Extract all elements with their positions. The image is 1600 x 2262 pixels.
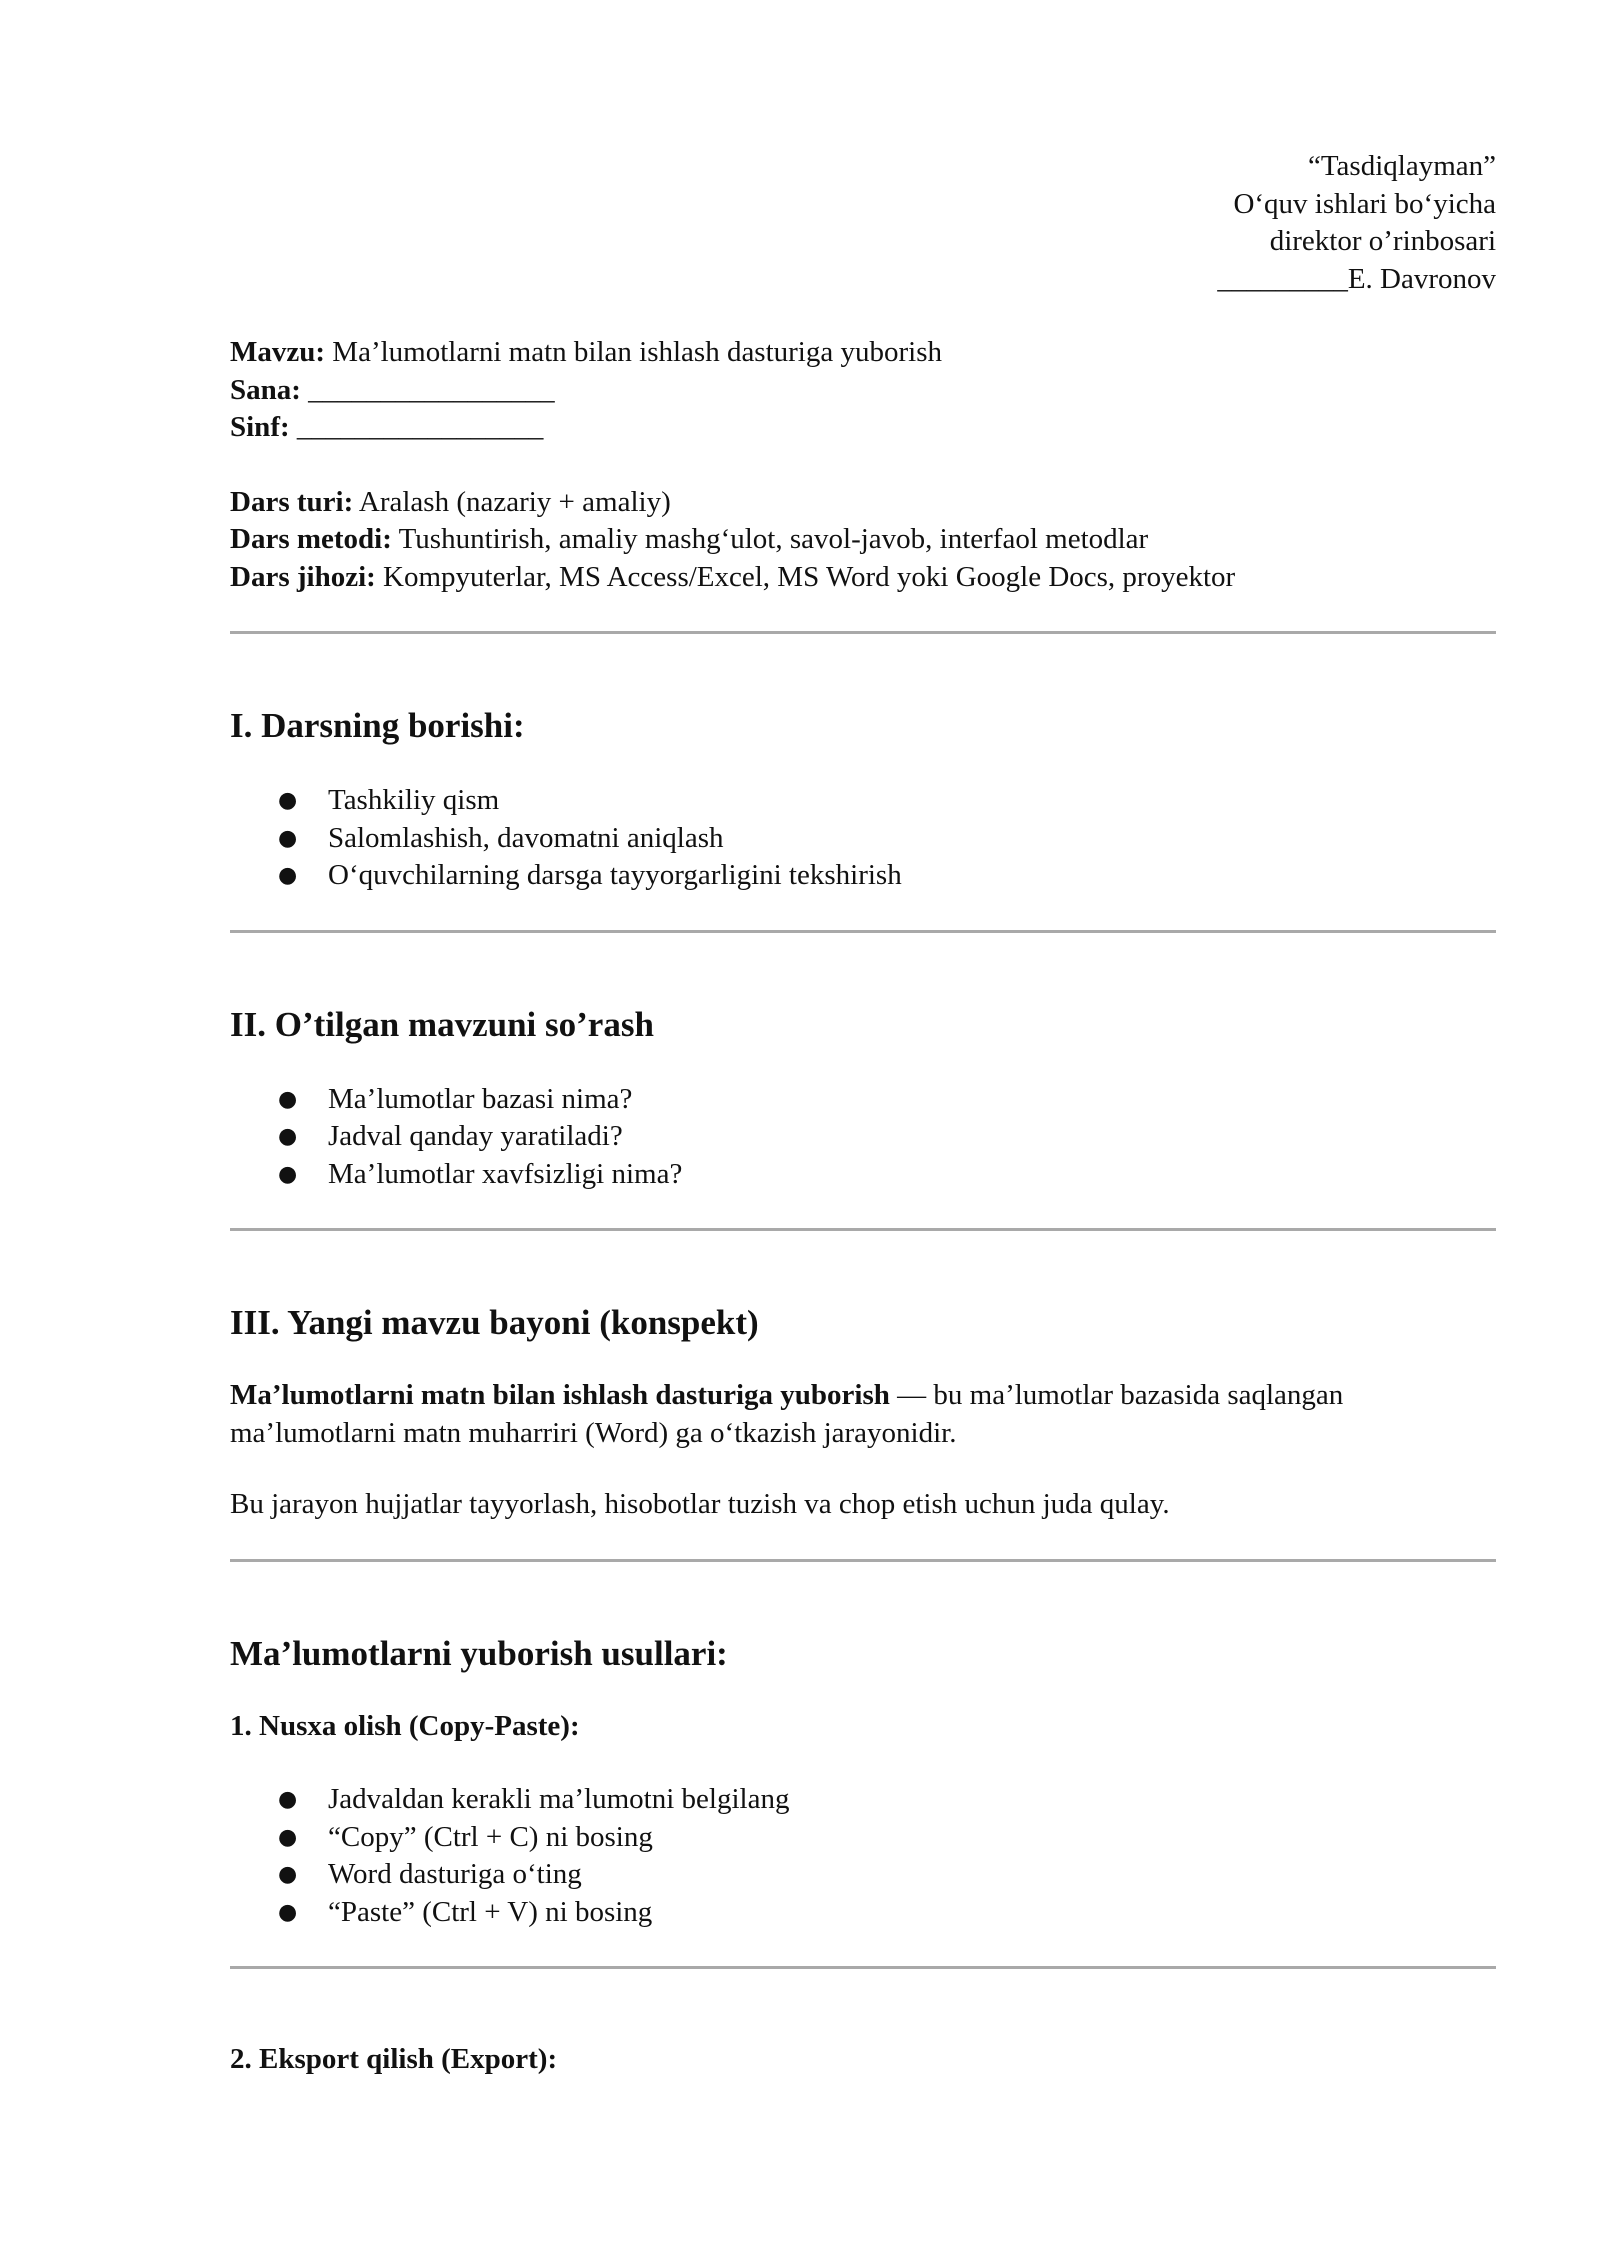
bullet-icon: ● bbox=[278, 1862, 298, 1887]
list-item bbox=[230, 1894, 1496, 1932]
usage-paragraph: Bu jarayon hujjatlar tayyorlash, hisobotlar tuzish va chop etish uchun juda qulay. bbox=[230, 1488, 1170, 1520]
lesson-method bbox=[230, 484, 1496, 597]
list-item bbox=[230, 857, 1496, 895]
bullet-icon: ● bbox=[278, 1161, 298, 1187]
list-item bbox=[230, 1156, 1496, 1194]
definition-term: Ma’lumotlarni matn bilan ishlash dasturiga yuborish bbox=[230, 1379, 890, 1411]
lesson-flow-list bbox=[230, 782, 1496, 895]
copy-paste-steps-list bbox=[230, 1781, 1496, 1931]
list-item bbox=[230, 1819, 1496, 1857]
list-item-text: “Copy” (Ctrl + C) ni bosing bbox=[328, 1820, 653, 1853]
bullet-icon: ● bbox=[278, 1824, 298, 1850]
section-heading-review: II. O’tilgan mavzuni so’rash bbox=[230, 1004, 654, 1044]
section-heading-lesson-flow: I. Darsning borishi: bbox=[230, 706, 525, 745]
list-item-text: Ma’lumotlar bazasi nima? bbox=[328, 1082, 633, 1115]
topic-label: Mavzu: bbox=[230, 336, 326, 368]
list-item-text: O‘quvchilarning darsga tayyorgarligini tekshirish bbox=[328, 859, 902, 891]
lesson-type-value: Aralash (nazariy + amaliy) bbox=[353, 485, 671, 518]
document-page bbox=[230, 148, 1496, 2079]
bullet-icon: ● bbox=[278, 1899, 298, 1925]
list-item-text: Salomlashish, davomatni aniqlash bbox=[328, 821, 724, 854]
method-export-title: 2. Eksport qilish (Export): bbox=[230, 2043, 558, 2075]
lesson-type-line bbox=[230, 484, 1496, 522]
class-value: _________________ bbox=[289, 411, 544, 443]
date-label: Sana: bbox=[230, 373, 301, 406]
lesson-method-value: Tushuntirish, amaliy mashg‘ulot, savol-javob, interfaol metodlar bbox=[391, 523, 1149, 555]
list-item bbox=[230, 820, 1496, 858]
definition-text: — bu ma’lumotlar bazasida saqlangan ma’lumotlarni matn muharriri (Word) ga o‘tkazish jarayonidir. bbox=[230, 1379, 1344, 1449]
topic-line bbox=[230, 334, 1496, 372]
divider bbox=[230, 930, 1496, 933]
list-item-text: Tashkiliy qism bbox=[328, 784, 500, 816]
bullet-icon: ● bbox=[278, 863, 298, 888]
lesson-type-label: Dars turi: bbox=[230, 485, 354, 518]
lesson-meta bbox=[230, 334, 1496, 447]
method-copy-paste-title: 1. Nusxa olish (Copy-Paste): bbox=[230, 1709, 580, 1742]
divider bbox=[230, 1966, 1496, 1969]
approval-title: “Tasdiqlayman” bbox=[1307, 150, 1496, 182]
definition-paragraph bbox=[230, 1377, 1496, 1452]
bullet-icon: ● bbox=[278, 788, 298, 813]
lesson-method-label: Dars metodi: bbox=[230, 523, 392, 555]
bullet-icon: ● bbox=[278, 1787, 298, 1812]
list-item-text: Ma’lumotlar xavfsizligi nima? bbox=[328, 1157, 683, 1190]
list-item-text: “Paste” (Ctrl + V) ni bosing bbox=[328, 1895, 653, 1928]
date-line bbox=[230, 372, 1496, 410]
lesson-method-line bbox=[230, 521, 1496, 559]
section-heading-transfer-methods: Ma’lumotlarni yuborish usullari: bbox=[230, 1633, 728, 1673]
bullet-icon: ● bbox=[278, 1086, 298, 1112]
bullet-icon: ● bbox=[278, 1124, 298, 1149]
approval-signature-line: _________E. Davronov bbox=[1217, 262, 1496, 295]
divider bbox=[230, 1228, 1496, 1231]
approval-role-line: direktor o’rinbosari bbox=[1269, 225, 1496, 257]
class-label: Sinf: bbox=[230, 411, 290, 443]
list-item bbox=[230, 1781, 1496, 1819]
review-questions-list bbox=[230, 1081, 1496, 1194]
list-item bbox=[230, 782, 1496, 820]
class-line bbox=[230, 409, 1496, 447]
section-heading-new-topic: III. Yangi mavzu bayoni (konspekt) bbox=[230, 1303, 759, 1342]
topic-value: Ma’lumotlarni matn bilan ishlash dasturiga yuborish bbox=[325, 336, 942, 368]
lesson-equipment-value: Kompyuterlar, MS Access/Excel, MS Word yoki Google Docs, proyektor bbox=[375, 560, 1236, 593]
divider bbox=[230, 1559, 1496, 1562]
list-item bbox=[230, 1081, 1496, 1119]
approval-position-line: O‘quv ishlari bo‘yicha bbox=[1233, 187, 1496, 220]
list-item bbox=[230, 1856, 1496, 1894]
list-item bbox=[230, 1118, 1496, 1156]
date-value: _________________ bbox=[300, 373, 555, 406]
lesson-equipment-label: Dars jihozi: bbox=[230, 560, 376, 593]
lesson-equipment-line bbox=[230, 559, 1496, 597]
list-item-text: Jadval qanday yaratiladi? bbox=[328, 1120, 623, 1152]
divider bbox=[230, 631, 1496, 634]
list-item-text: Jadvaldan kerakli ma’lumotni belgilang bbox=[328, 1783, 790, 1815]
approval-block bbox=[230, 148, 1496, 298]
list-item-text: Word dasturiga o‘ting bbox=[328, 1858, 582, 1890]
bullet-icon: ● bbox=[278, 825, 298, 851]
